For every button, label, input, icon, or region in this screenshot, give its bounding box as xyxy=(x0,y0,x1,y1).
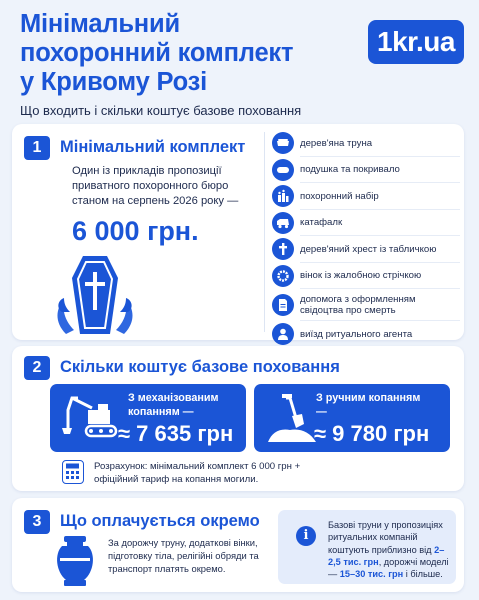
candles-icon xyxy=(272,185,294,207)
section-title: Мінімальний комплект xyxy=(60,138,246,156)
list-item xyxy=(272,183,460,210)
info-icon: i xyxy=(296,526,316,546)
excavator-icon xyxy=(58,392,124,446)
list-item xyxy=(272,130,460,157)
item-label: похоронний набір xyxy=(300,190,379,202)
list-item xyxy=(272,321,460,348)
manual-price: ≈ 9 780 грн xyxy=(314,421,430,446)
section-number: 1 xyxy=(24,136,50,160)
item-label: допомога з оформленням свідоцтва про смерть xyxy=(300,294,416,316)
mechanized-price-card xyxy=(50,384,246,452)
section-description: За дорожчу труну, додаткові вінки, підготовку тіла, релігійні обряди та транспорт платять окремо. xyxy=(108,537,259,574)
shovel-icon xyxy=(264,392,320,446)
list-item xyxy=(272,236,460,263)
manual-label: З ручним копанням — xyxy=(316,392,421,418)
item-label: дерев'яна труна xyxy=(300,137,373,149)
divider xyxy=(264,132,265,332)
mechanized-label: З механізованим копанням — xyxy=(128,392,219,418)
agent-icon xyxy=(272,323,294,345)
section-extra-costs xyxy=(12,498,464,592)
kit-items-list xyxy=(272,130,460,348)
page-subtitle: Що входить і скільки коштує базове поховання xyxy=(20,103,302,118)
info-text: Базові труни у пропозиціях ритуальних компаній коштують приблизно від 2–2,5 тис. грн, дорожчі моделі — 15–30 тис. грн і більше. xyxy=(328,520,449,580)
hearse-icon xyxy=(272,212,294,234)
calculation-note: Розрахунок: мінімальний комплект 6 000 грн + офіційний тариф на копання могили. xyxy=(94,461,301,485)
list-item xyxy=(272,157,460,184)
page-title xyxy=(20,10,360,97)
item-label: дерев'яний хрест із табличкою xyxy=(300,243,437,255)
cross-icon xyxy=(272,238,294,260)
title-line-3: у Кривому Розі xyxy=(20,68,208,96)
item-label: подушка та покривало xyxy=(300,164,400,176)
wreath-icon xyxy=(272,265,294,287)
pillow-icon xyxy=(272,159,294,181)
kit-price: 6 000 грн. xyxy=(72,216,199,246)
section-number: 2 xyxy=(24,356,50,380)
calculator-icon xyxy=(62,460,84,484)
list-item xyxy=(272,263,460,290)
coffin-icon xyxy=(272,132,294,154)
mechanized-price: ≈ 7 635 грн xyxy=(118,421,234,446)
item-label: вінок із жалобною стрічкою xyxy=(300,270,422,282)
section-minimal-kit xyxy=(12,124,464,340)
list-item xyxy=(272,289,460,321)
title-line-2: похоронний комплект xyxy=(20,39,294,67)
section-title: Що оплачується окремо xyxy=(60,512,260,530)
coffin-illustration-icon xyxy=(52,252,138,336)
urn-icon xyxy=(52,534,98,588)
item-label: катафалк xyxy=(300,217,343,229)
section-burial-cost xyxy=(12,346,464,491)
info-box xyxy=(278,510,456,584)
section-description: Один із прикладів пропозиції приватного похоронного бюро станом на серпень 2026 року — xyxy=(72,165,239,207)
brand-logo[interactable]: 1kr.ua xyxy=(368,20,464,64)
document-icon xyxy=(272,294,294,316)
section-number: 3 xyxy=(24,510,50,534)
title-line-1: Мінімальний xyxy=(20,10,180,38)
item-label: виїзд ритуального агента xyxy=(300,328,413,340)
list-item xyxy=(272,210,460,237)
section-title: Скільки коштує базове поховання xyxy=(60,358,340,376)
manual-price-card xyxy=(254,384,450,452)
